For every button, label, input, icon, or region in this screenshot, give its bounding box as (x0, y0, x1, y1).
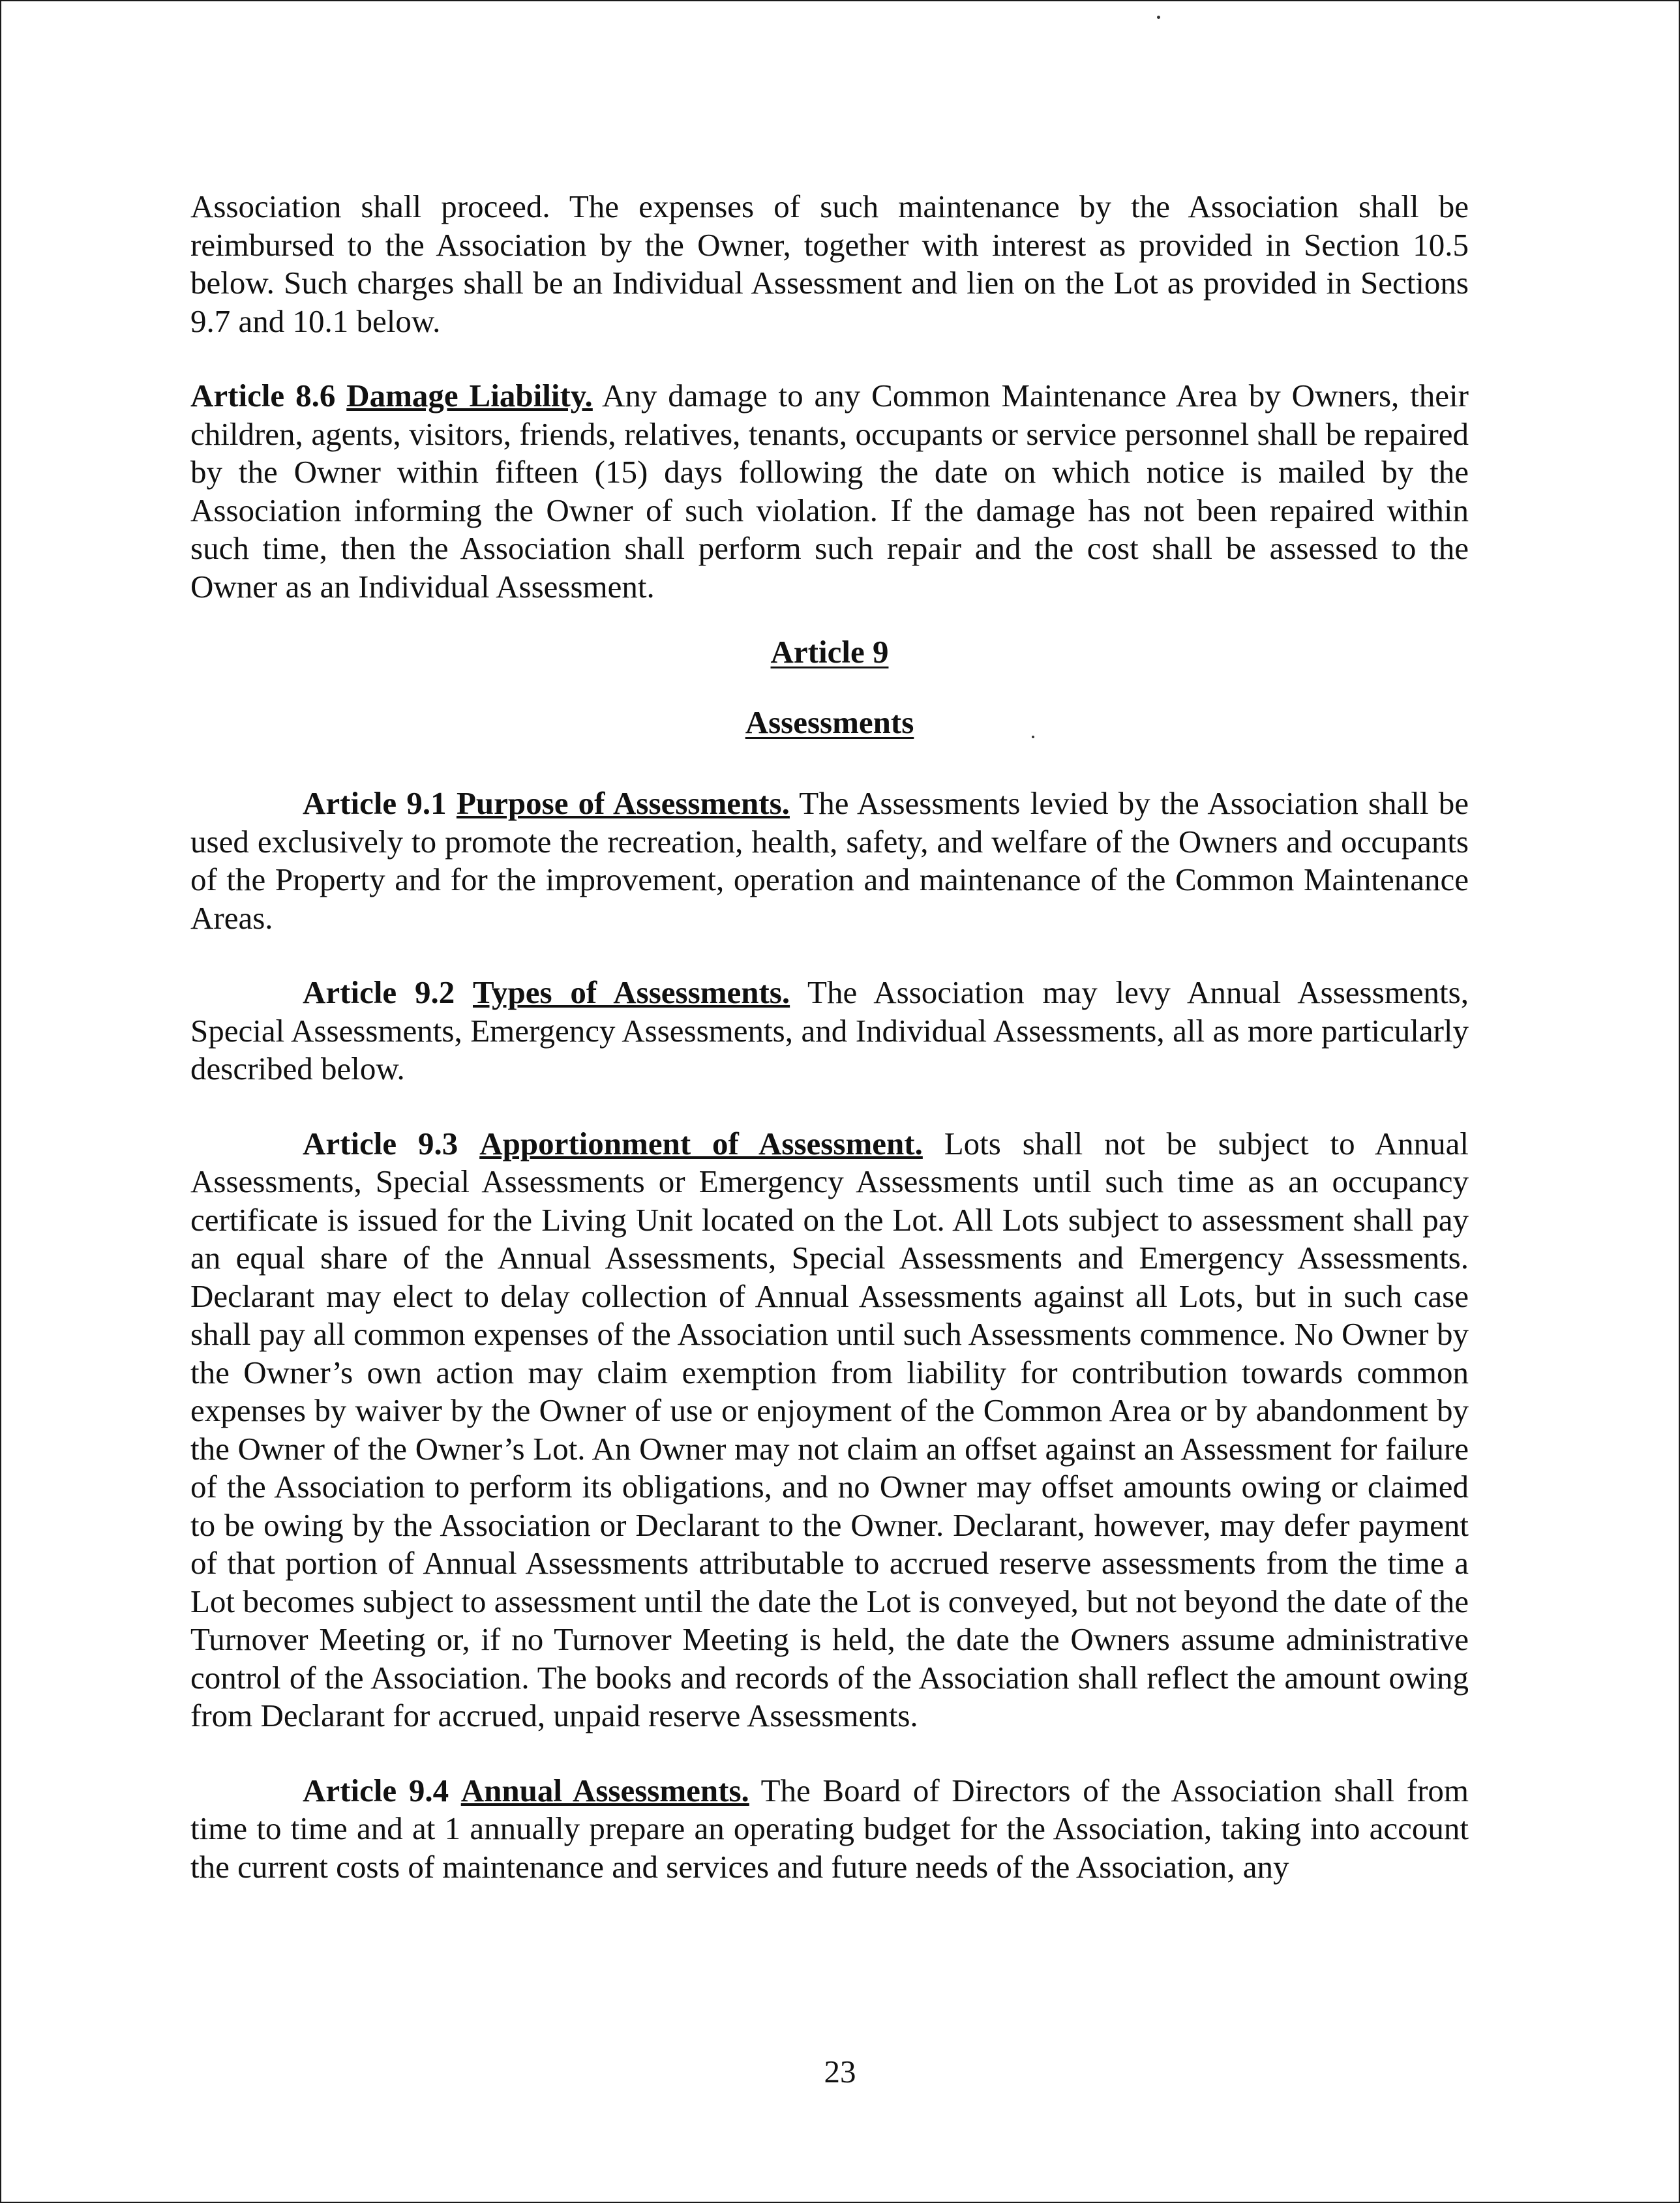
page-number: 23 (824, 2054, 856, 2090)
section-heading-block (190, 606, 1469, 785)
article-number: Article 8.6 (190, 378, 336, 413)
article-heading: Types of Assessments. (472, 974, 790, 1010)
article-text: The Association may levy Annual Assessments, Special Assessments, Emergency Assessments, and Individual Assessments, all as more particularly described below. (190, 974, 1469, 1087)
article-heading: Damage Liability. (346, 378, 593, 413)
article-text: The Board of Directors of the Association shall from time to time and at 1 annually prepare an operating budget for the Association, taking into account the current costs of maintenance and services and future needs of the Association, any (190, 1772, 1469, 1885)
paragraph-continuation: Association shall proceed. The expenses of such maintenance by the Association shall be reimbursed to the Association by the Owner, together with interest as provided in Section 10.5 below. Such charges shall be an Individual Assessment and lien on the Lot as provided in Sections 9.7 and 10.1 below. (190, 188, 1469, 339)
document-body (190, 188, 1469, 1886)
article-text: The Assessments levied by the Association shall be used exclusively to promote the recreation, health, safety, and welfare of the Owners and occupants of the Property and for the improvement, operation and maintenance of the Common Maintenance Areas. (190, 785, 1469, 936)
paragraph-article-9-3 (190, 1125, 1469, 1735)
article-number: Article 9.3 (303, 1125, 458, 1161)
article-number: Article 9.1 (303, 785, 447, 821)
section-article-number: Article 9 (770, 634, 889, 670)
article-text: Any damage to any Common Maintenance Area by Owners, their children, agents, visitors, friends, relatives, tenants, occupants or service personnel shall be repaired by the Owner within fifteen (15) days following the date on which notice is mailed by the Association informing the Owner of such violation. If the damage has not been repaired within such time, then the Association shall perform such repair and the cost shall be assessed to the Owner as an Individual Assessment. (190, 378, 1469, 605)
scan-speck (1157, 16, 1160, 19)
article-number: Article 9.2 (303, 974, 455, 1010)
article-number: Article 9.4 (303, 1772, 449, 1808)
article-text: Lots shall not be subject to Annual Assessments, Special Assessments or Emergency Assessments until such time as an occupancy certificate is issued for the Living Unit located on the Lot. All Lots subject to assessment shall pay an equal share of the Annual Assessments, Special Assessments and Emergency Assessments. Declarant may elect to delay collection of Annual Assessments against all Lots, but in such case shall pay all common expenses of the Association until such Assessments commence. No Owner by the Owner’s own action may claim exemption from liability for contribution towards common expenses by waiver by the Owner of use or enjoyment of the Common Area or by abandonment by the Owner of the Owner’s Lot. An Owner may not claim an offset against an Assessment for failure of the Association to perform its obligations, and no Owner may offset amounts owing or claimed to be owing by the Association or Declarant to the Owner. Declarant, however, may defer payment of that portion of Annual Assessments attributable to accrued reserve assessments from the time a Lot becomes subject to assessment until the date the Lot is conveyed, but not beyond the date of the Turnover Meeting or, if no Turnover Meeting is held, the date the Owners assume administrative control of the Association. The books and records of the Association shall reflect the amount owing from Declarant for accrued, unpaid reserve Assessments. (190, 1125, 1469, 1733)
paragraph-article-9-4 (190, 1772, 1469, 1887)
paragraph-article-9-1 (190, 785, 1469, 937)
article-heading: Apportionment of Assessment. (479, 1125, 923, 1161)
article-heading: Annual Assessments. (460, 1772, 749, 1808)
scan-speck (1032, 736, 1034, 738)
paragraph-article-9-2 (190, 974, 1469, 1088)
article-heading: Purpose of Assessments. (456, 785, 790, 821)
paragraph-article-8-6 (190, 377, 1469, 606)
section-title: Assessments (745, 704, 914, 740)
